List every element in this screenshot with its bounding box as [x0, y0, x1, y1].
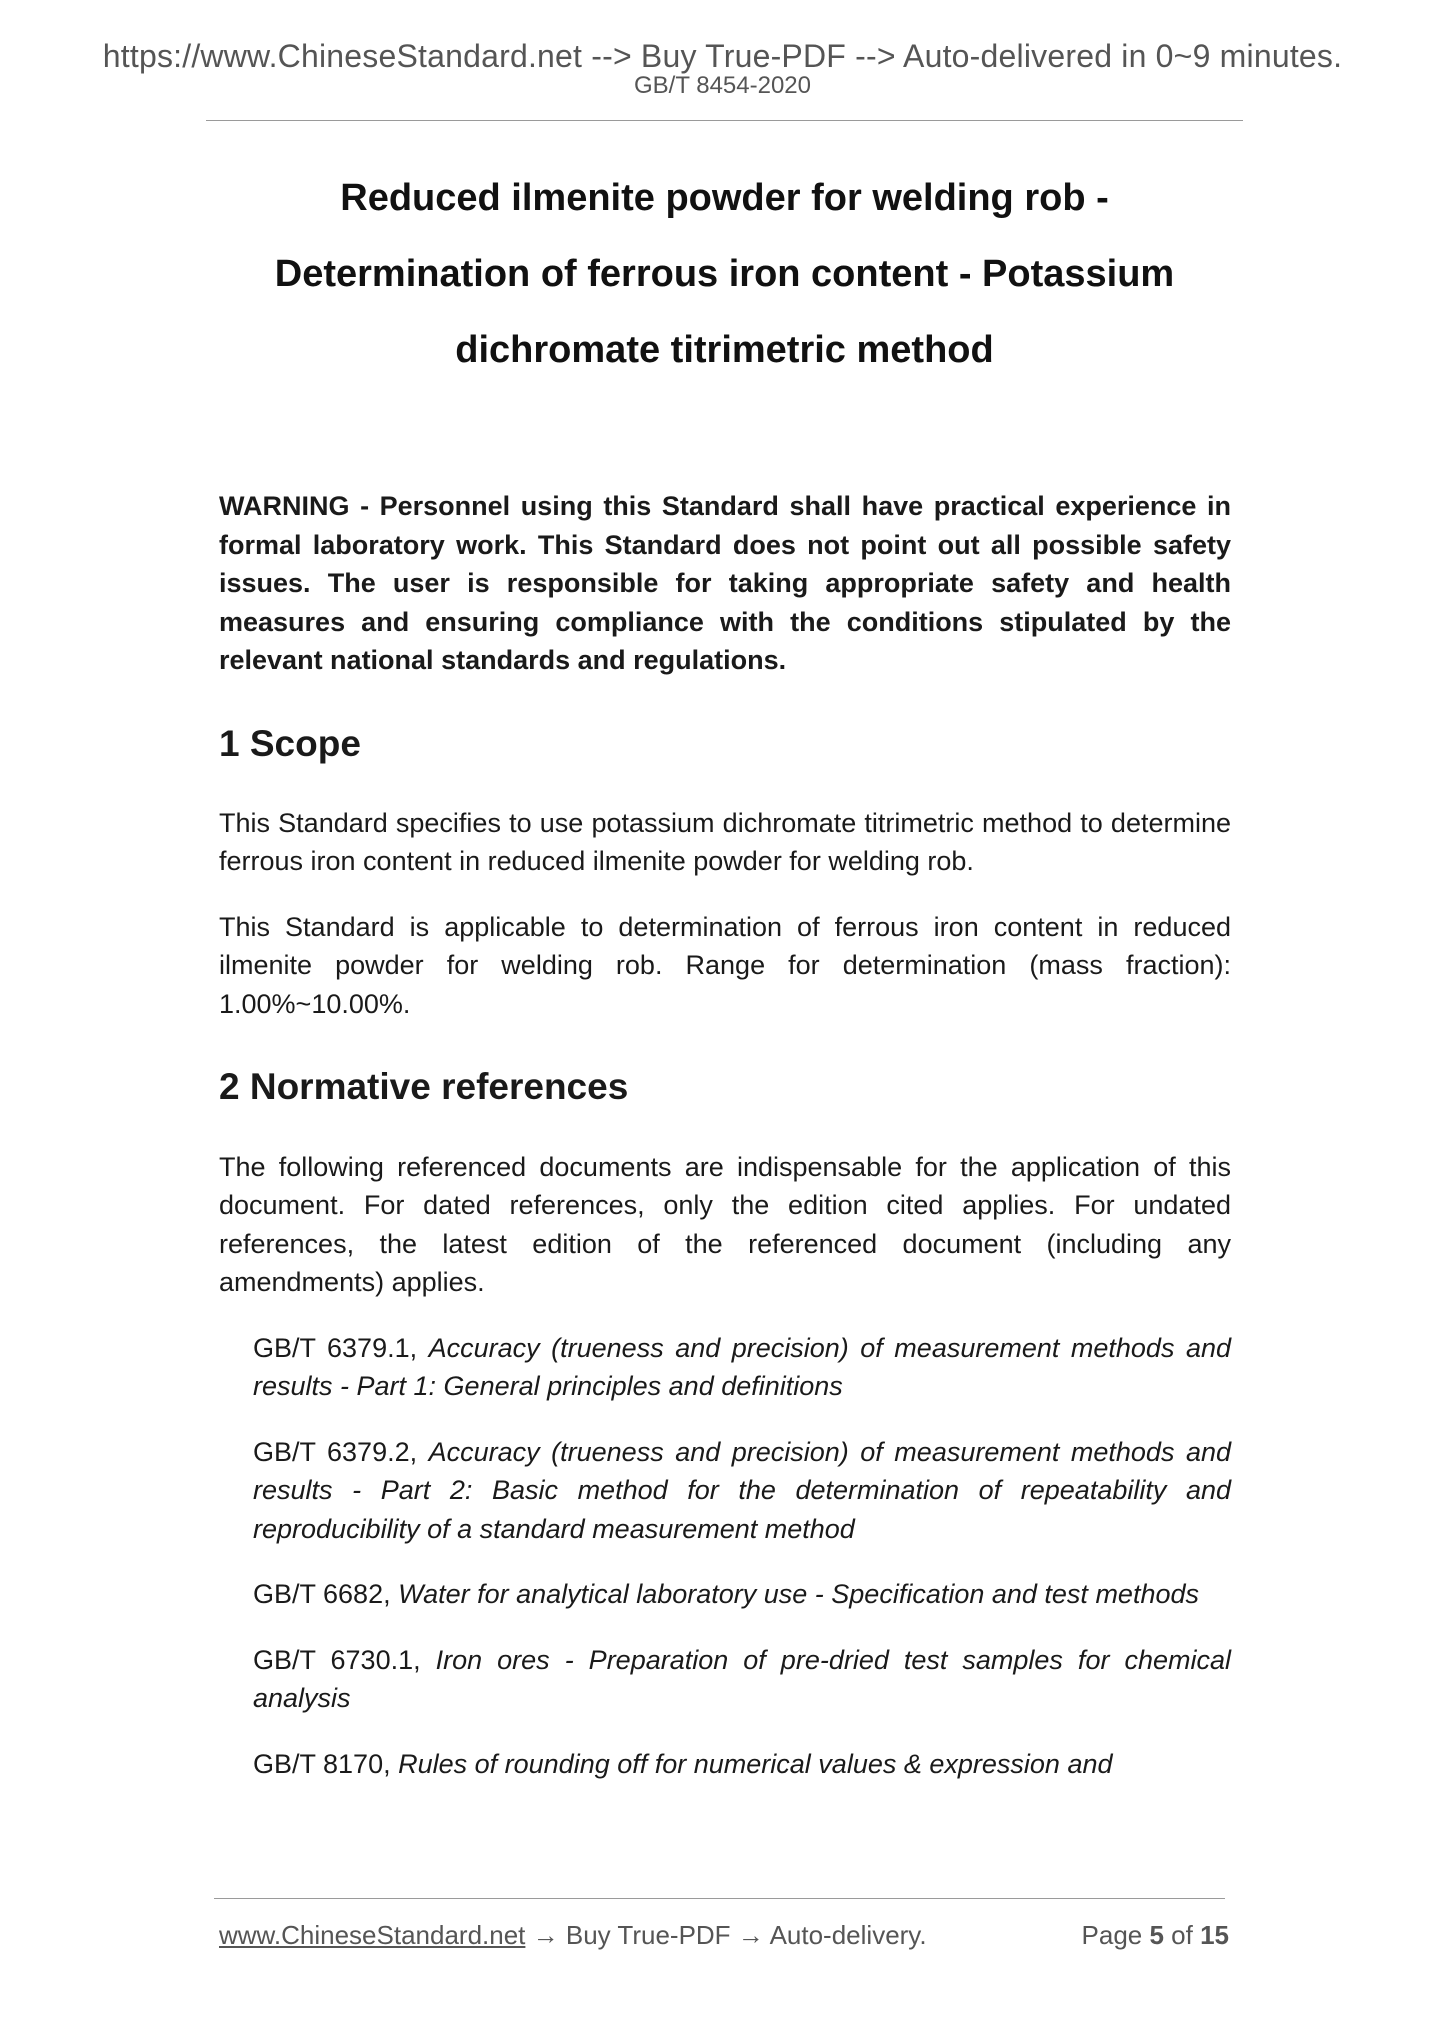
title-line: dichromate titrimetric method: [455, 329, 994, 371]
section-heading-scope: 1 Scope: [219, 722, 361, 764]
reference-item: [253, 1575, 1231, 1614]
total-page-count: 15: [1200, 1920, 1229, 1950]
title-line: Determination of ferrous iron content - Potassium: [274, 253, 1175, 295]
reference-item: [253, 1329, 1231, 1406]
page-footer: [219, 1922, 1229, 1948]
scope-paragraph: This Standard is applicable to determination of ferrous iron content in reduced ilmenite powder for welding rob. Range for determination (mass fraction): 1.00%~10.00%.: [219, 911, 1231, 1019]
references-intro: The following referenced documents are indispensable for the application of this document. For dated references, only the edition cited applies. For undated references, the latest edition of the referenced document (including any amendments) applies.: [219, 1151, 1231, 1298]
reference-title: Accuracy (trueness and precision) of measurement methods and results - Part 1: General principles and definitions: [253, 1332, 1231, 1402]
reference-item: [253, 1433, 1231, 1549]
reference-title: Rules of rounding off for numerical values & expression and: [398, 1748, 1113, 1779]
current-page-number: 5: [1149, 1920, 1164, 1950]
scope-paragraph: This Standard specifies to use potassium dichromate titrimetric method to determine ferrous iron content in reduced ilmenite powder for welding rob.: [219, 807, 1231, 877]
title-line: Reduced ilmenite powder for welding rob -: [340, 177, 1109, 219]
section-heading-normative-references: 2 Normative references: [219, 1066, 629, 1108]
reference-code: GB/T 8170,: [253, 1748, 399, 1779]
reference-code: GB/T 6682,: [253, 1579, 399, 1610]
standard-number: GB/T 8454-2020: [633, 72, 811, 99]
footer-site-link[interactable]: www.ChineseStandard.net: [219, 1920, 526, 1950]
page-label: Page: [1081, 1920, 1150, 1950]
reference-title: Accuracy (trueness and precision) of measurement methods and results - Part 2: Basic method for the determination of repeatability and reproducibility of a standard measurement method: [253, 1436, 1231, 1544]
document-body: [219, 487, 1231, 1810]
page-indicator: [1082, 1922, 1229, 1948]
footer-divider: [214, 1898, 1225, 1899]
reference-code: GB/T 6379.1,: [253, 1332, 429, 1363]
page-of-label: of: [1163, 1920, 1201, 1950]
footer-tagline: → Buy True-PDF → Auto-delivery.: [525, 1920, 927, 1950]
reference-code: GB/T 6730.1,: [253, 1644, 436, 1675]
reference-item: [253, 1641, 1231, 1718]
reference-item: [253, 1745, 1231, 1784]
reference-code: GB/T 6379.2,: [253, 1436, 429, 1467]
document-title: [206, 160, 1243, 388]
reference-title: Iron ores - Preparation of pre-dried test samples for chemical analysis: [253, 1644, 1231, 1714]
reference-title: Water for analytical laboratory use - Specification and test methods: [398, 1579, 1199, 1610]
top-banner: https://www.ChineseStandard.net --> Buy True-PDF --> Auto-delivered in 0~9 minutes.: [102, 38, 1343, 74]
header-divider: [206, 120, 1243, 121]
warning-paragraph: WARNING - Personnel using this Standard shall have practical experience in formal laboratory work. This Standard does not point out all possible safety issues. The user is responsible for taking appropriate safety and health measures and ensuring compliance with the conditions stipulated by the relevant national standards and regulations.: [219, 491, 1231, 675]
